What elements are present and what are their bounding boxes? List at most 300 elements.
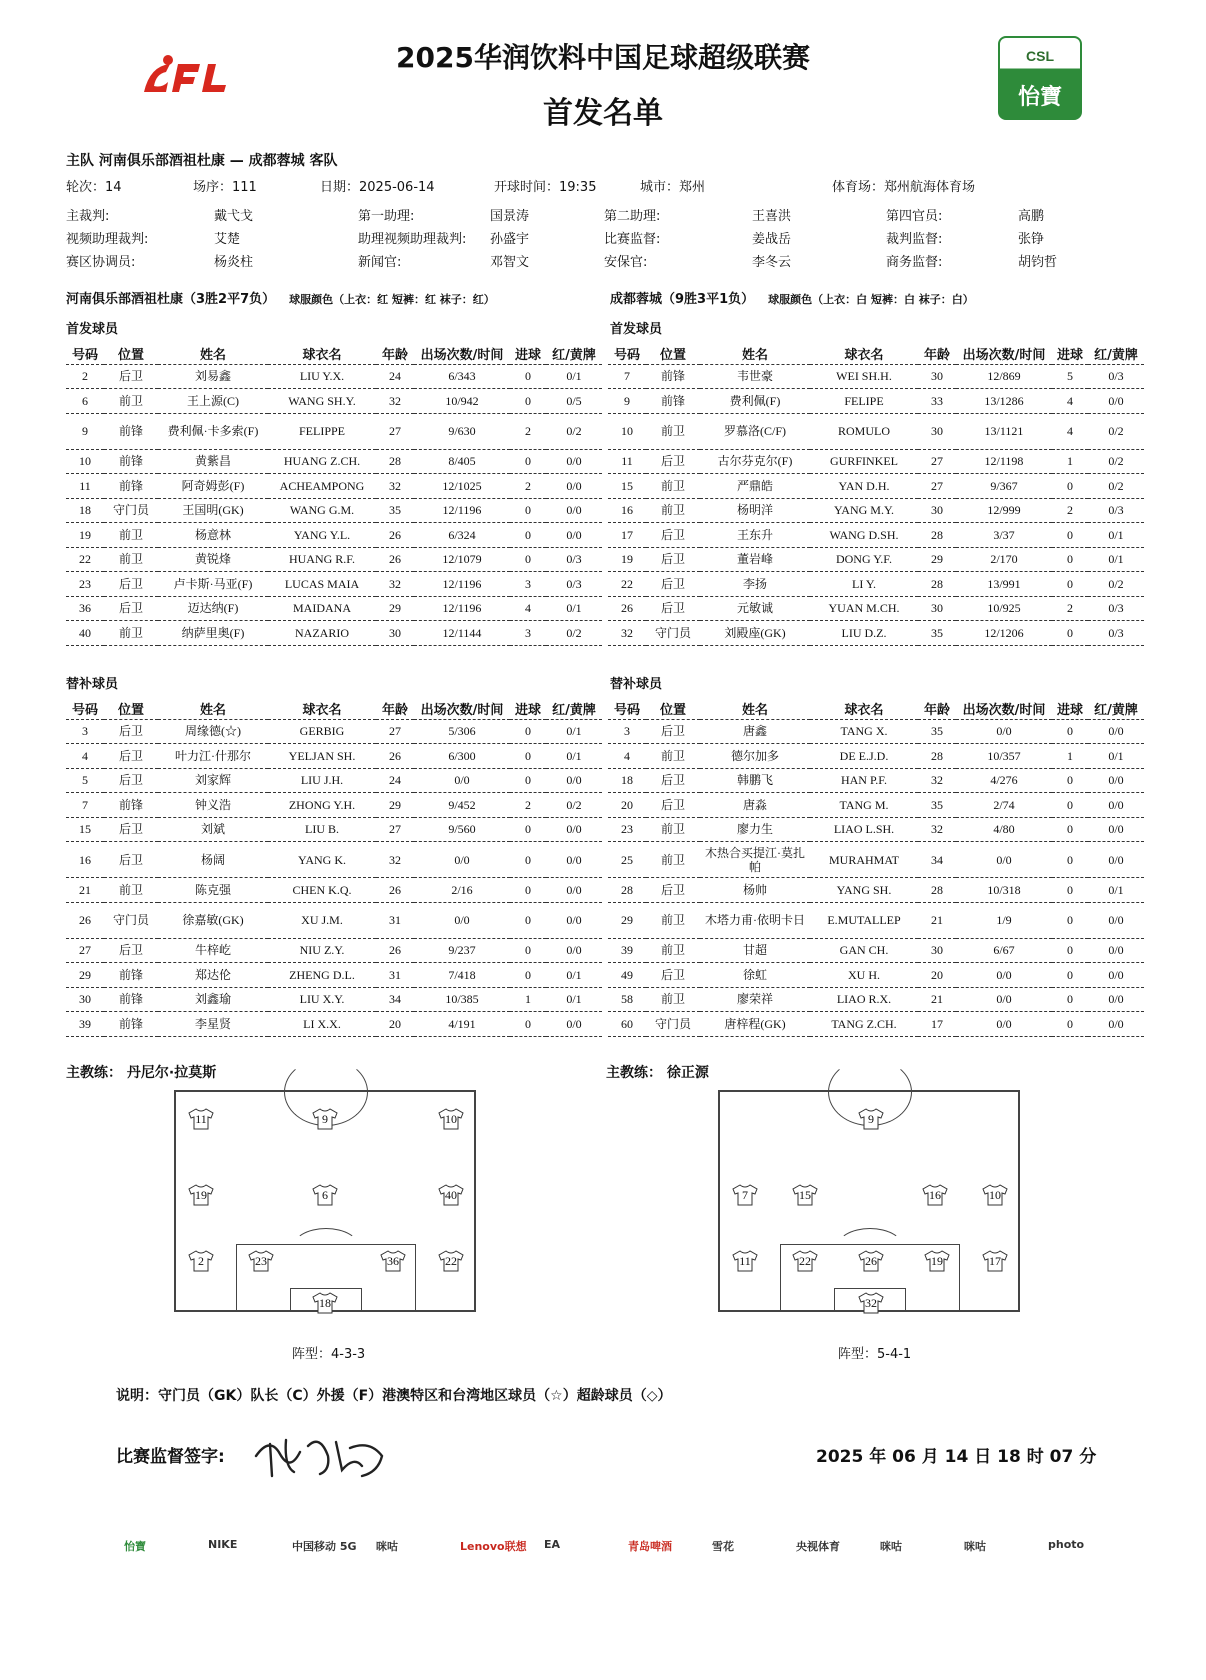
table-cell: 3/37 [956,523,1052,548]
home-team-record: 河南俱乐部酒祖杜康（3胜2平7负） [66,292,276,307]
table-row [608,793,1144,818]
player-shirt-icon [982,1184,1008,1206]
player-shirt-icon [792,1250,818,1272]
player-shirt-icon [312,1184,338,1206]
column-header: 进球 [510,344,546,364]
away-starters-label: 首发球员 [610,322,663,337]
table-cell: 0/0 [546,449,602,474]
table-cell: 前锋 [104,963,158,988]
sponsor-logo: 中国移动 5G [292,1540,357,1553]
match-no-info: 场序：111 [193,180,257,195]
table-cell: 0/1 [546,963,602,988]
table-cell: 前卫 [646,987,700,1012]
table-cell: HUANG R.F. [268,547,376,572]
table-cell: 13/1121 [956,413,1052,449]
table-cell: YANG K. [268,842,376,878]
table-cell: 0/1 [546,719,602,744]
table-cell: 2/74 [956,793,1052,818]
official-role: 比赛监督: [604,232,661,247]
table-cell: LIU X.Y. [268,987,376,1012]
table-cell: XU H. [810,963,918,988]
home-coach-label: 主教练： [66,1065,122,1081]
table-cell: 0 [510,498,546,523]
table-cell: 23 [608,817,646,842]
table-cell: 25 [608,842,646,878]
table-cell: TANG X. [810,719,918,744]
official-name: 姜战岳 [752,232,792,247]
home-subs-label: 替补球员 [66,677,119,692]
table-row [66,523,602,548]
table-cell: 0/1 [1088,744,1144,769]
player-shirt-icon [924,1250,950,1272]
table-cell: 0 [510,902,546,938]
table-row [608,523,1144,548]
table-cell: 12/1196 [414,498,510,523]
table-row [608,987,1144,1012]
table-cell: 2/16 [414,878,510,903]
table-cell: 0/1 [546,987,602,1012]
table-cell: 35 [918,793,956,818]
table-cell: YANG SH. [810,878,918,903]
table-cell: 杨阔 [158,842,268,878]
table-cell: 58 [608,987,646,1012]
table-cell: 29 [376,793,414,818]
table-row [66,498,602,523]
column-header: 姓名 [700,344,810,364]
table-cell: 廖力生 [700,817,810,842]
table-cell: 0/2 [1088,449,1144,474]
table-cell: 0/0 [1088,938,1144,963]
table-cell: 韦世豪 [700,364,810,389]
home-formation: 阵型：4-3-3 [292,1347,366,1362]
table-cell: 后卫 [104,744,158,769]
table-cell: 后卫 [104,842,158,878]
table-cell: 0/0 [1088,389,1144,414]
away-starters-table [608,344,1144,646]
table-cell: 32 [918,817,956,842]
table-cell: 16 [66,842,104,878]
table-cell: XU J.M. [268,902,376,938]
shirt-number: 19 [931,1254,943,1268]
table-cell: 31 [376,902,414,938]
table-cell: 4/191 [414,1012,510,1037]
column-header: 姓名 [158,699,268,719]
table-cell: 前锋 [104,987,158,1012]
player-shirt-icon [312,1292,338,1314]
table-cell: 11 [66,474,104,499]
table-cell: 60 [608,1012,646,1037]
table-row [66,364,602,389]
shirt-number: 16 [929,1188,941,1202]
official-name: 李冬云 [752,255,792,270]
table-cell: 27 [918,474,956,499]
table-cell: HAN P.F. [810,768,918,793]
table-cell: 20 [376,1012,414,1037]
table-cell: 12/999 [956,498,1052,523]
table-cell: 6 [66,389,104,414]
table-cell: 7 [66,793,104,818]
player-shirt-icon [438,1250,464,1272]
table-cell: 12/869 [956,364,1052,389]
table-cell: 后卫 [646,963,700,988]
table-cell: LIU D.Z. [810,621,918,646]
csl-logo-brand: 怡寶 [1017,85,1062,110]
table-cell: 31 [376,963,414,988]
city-info: 城市：郑州 [640,180,706,195]
table-cell: 0 [1052,793,1088,818]
official-name: 艾楚 [214,232,241,247]
column-header: 位置 [104,344,158,364]
table-cell: 40 [66,621,104,646]
table-cell: NIU Z.Y. [268,938,376,963]
table-cell: 0/3 [546,547,602,572]
table-cell: 徐虹 [700,963,810,988]
table-cell: 32 [376,572,414,597]
table-cell: ROMULO [810,413,918,449]
shirt-number: 11 [739,1254,751,1268]
table-cell: 前卫 [104,621,158,646]
table-cell: 后卫 [104,768,158,793]
table-cell: 0/0 [1088,719,1144,744]
table-cell: 32 [376,474,414,499]
player-shirt-icon [792,1184,818,1206]
official-name: 邓智文 [490,255,530,270]
table-cell: 27 [66,938,104,963]
table-cell: 0/3 [546,572,602,597]
column-header: 红/黄牌 [1088,699,1144,719]
home-team-name [66,288,495,307]
table-cell: 17 [918,1012,956,1037]
table-cell: 30 [376,621,414,646]
table-cell: 0/0 [1088,1012,1144,1037]
table-cell: 前卫 [646,498,700,523]
sponsor-logo: 咪咕 [376,1540,398,1553]
shirt-number: 2 [198,1254,204,1268]
shirt-number: 22 [799,1254,811,1268]
player-shirt-icon [188,1108,214,1130]
table-cell: 39 [66,1012,104,1037]
table-cell: 0 [1052,842,1088,878]
player-shirt-icon [922,1184,948,1206]
table-cell: 29 [376,596,414,621]
table-cell: 29 [918,547,956,572]
table-cell: 元敏诚 [700,596,810,621]
table-cell: 杨意林 [158,523,268,548]
column-header: 位置 [646,699,700,719]
table-cell: GAN CH. [810,938,918,963]
table-cell: 罗慕洛(C/F) [700,413,810,449]
table-cell: 徐嘉敏(GK) [158,902,268,938]
table-cell: 28 [918,572,956,597]
table-cell: 牛梓屹 [158,938,268,963]
table-cell: 前锋 [104,793,158,818]
table-cell: 0 [1052,621,1088,646]
table-cell: 唐梓程(GK) [700,1012,810,1037]
sponsor-logo: 怡寶 [124,1540,146,1553]
official-role: 新闻官: [358,255,402,270]
table-cell: 9/452 [414,793,510,818]
table-cell: 4 [510,596,546,621]
table-cell: 迈达纳(F) [158,596,268,621]
table-cell: 21 [918,902,956,938]
table-cell: NAZARIO [268,621,376,646]
table-cell: 35 [376,498,414,523]
table-cell: 9/560 [414,817,510,842]
table-cell: 0/0 [1088,817,1144,842]
table-row [608,744,1144,769]
column-header: 球衣名 [810,344,918,364]
official-role: 第二助理: [604,209,661,224]
table-cell: 30 [66,987,104,1012]
page-subtitle: 首发名单 [543,96,663,131]
table-cell: 卢卡斯·马亚(F) [158,572,268,597]
sponsor-logo: Lenovo联想 [460,1540,527,1553]
signature-datetime: 2025 年 06 月 14 日 18 时 07 分 [816,1447,1097,1467]
table-cell: 18 [608,768,646,793]
table-cell: 26 [376,547,414,572]
table-cell: 22 [608,572,646,597]
sponsor-logo: NIKE [208,1538,238,1551]
page-title: 2025华润饮料中国足球超级联赛 [396,41,810,74]
table-cell: 前卫 [646,744,700,769]
table-cell: 34 [918,842,956,878]
table-cell: 15 [66,817,104,842]
table-cell: 0/1 [546,744,602,769]
table-cell: 前卫 [104,523,158,548]
away-coach-name: 徐正源 [666,1065,709,1081]
table-cell: 0 [510,364,546,389]
signature-label: 比赛监督签字: [116,1447,225,1467]
table-cell: ZHONG Y.H. [268,793,376,818]
table-cell: 0 [1052,719,1088,744]
table-row [66,842,602,878]
table-cell: 17 [608,523,646,548]
table-cell: DONG Y.F. [810,547,918,572]
table-cell: 10/925 [956,596,1052,621]
table-cell: TANG Z.CH. [810,1012,918,1037]
table-cell: 0/0 [546,1012,602,1037]
table-cell: 30 [918,413,956,449]
table-cell: 黄锐烽 [158,547,268,572]
shirt-number: 18 [319,1296,331,1310]
table-cell: 0/0 [414,902,510,938]
table-cell: 12/1079 [414,547,510,572]
table-cell: 39 [608,938,646,963]
table-cell: 古尔芬克尔(F) [700,449,810,474]
table-cell: 30 [918,364,956,389]
table-cell: 4 [1052,389,1088,414]
away-coach [606,1062,709,1082]
player-shirt-icon [858,1292,884,1314]
table-row [66,817,602,842]
table-cell: 0 [1052,1012,1088,1037]
match-header: 主队 河南俱乐部酒祖杜康 — 成都蓉城 客队 [66,153,338,169]
column-header: 出场次数/时间 [414,344,510,364]
table-cell: 0/0 [1088,987,1144,1012]
table-cell: 26 [376,878,414,903]
table-row [66,449,602,474]
table-cell: 0 [510,1012,546,1037]
table-cell: 后卫 [104,572,158,597]
table-cell: 0/0 [546,817,602,842]
table-cell: 13/1286 [956,389,1052,414]
table-cell: WANG G.M. [268,498,376,523]
table-cell: LI Y. [810,572,918,597]
table-cell: CHEN K.Q. [268,878,376,903]
table-cell: 0 [1052,817,1088,842]
column-header: 红/黄牌 [546,344,602,364]
table-cell: 廖荣祥 [700,987,810,1012]
column-header: 号码 [608,344,646,364]
table-cell: 董岩峰 [700,547,810,572]
table-cell: 0 [1052,878,1088,903]
shirt-number: 17 [989,1254,1001,1268]
table-cell: 5/306 [414,719,510,744]
table-cell: 严鼎皓 [700,474,810,499]
sponsor-logo: EA [544,1538,561,1551]
table-cell: FELIPE [810,389,918,414]
table-row [608,498,1144,523]
table-cell: 1 [510,987,546,1012]
table-cell: 木热合买提江·莫扎帕 [700,842,810,878]
official-role: 商务监督: [886,255,943,270]
table-cell: 周缘德(☆) [158,719,268,744]
sponsor-logo: 咪咕 [964,1540,986,1553]
table-cell: 27 [376,719,414,744]
column-header: 年龄 [376,699,414,719]
table-cell: 前锋 [104,474,158,499]
table-cell: 6/67 [956,938,1052,963]
table-cell: 刘易鑫 [158,364,268,389]
table-cell: 钟义浩 [158,793,268,818]
official-role: 裁判监督: [886,232,943,247]
table-cell: 0 [1052,902,1088,938]
table-row [608,413,1144,449]
table-cell: 12/1198 [956,449,1052,474]
table-cell: 22 [66,547,104,572]
table-cell: 甘超 [700,938,810,963]
column-header: 年龄 [376,344,414,364]
table-cell: 2 [66,364,104,389]
table-cell: 0 [510,817,546,842]
table-cell: 黄紫昌 [158,449,268,474]
official-name: 胡钧哲 [1018,255,1058,270]
home-coach [66,1062,216,1082]
table-cell: LIU Y.X. [268,364,376,389]
table-cell: 0 [1052,474,1088,499]
table-cell: 后卫 [646,523,700,548]
table-cell: 34 [376,987,414,1012]
table-cell: 9/237 [414,938,510,963]
table-cell: 5 [66,768,104,793]
table-cell: GURFINKEL [810,449,918,474]
table-cell: 0 [1052,987,1088,1012]
table-cell: 29 [66,963,104,988]
table-cell: 32 [376,389,414,414]
table-cell: 1 [1052,449,1088,474]
table-cell: 0/0 [956,1012,1052,1037]
table-cell: 费利佩·卡多索(F) [158,413,268,449]
player-shirt-icon [312,1108,338,1130]
kickoff-info: 开球时间：19:35 [494,180,597,195]
table-cell: 27 [376,817,414,842]
table-cell: 刘家辉 [158,768,268,793]
table-cell: 0/0 [546,938,602,963]
column-header: 姓名 [158,344,268,364]
away-formation-pitch [718,1090,1020,1312]
table-cell: 0 [510,842,546,878]
shirt-number: 6 [322,1188,328,1202]
table-row [66,413,602,449]
column-header: 位置 [646,344,700,364]
column-header: 出场次数/时间 [414,699,510,719]
table-cell: 24 [376,768,414,793]
table-cell: LIU B. [268,817,376,842]
table-cell: 守门员 [104,498,158,523]
table-row [66,719,602,744]
table-cell: MURAHMAT [810,842,918,878]
table-cell: 0/0 [546,523,602,548]
player-shirt-icon [438,1108,464,1130]
column-header: 红/黄牌 [546,699,602,719]
table-cell: 26 [66,902,104,938]
table-cell: 守门员 [646,621,700,646]
table-cell: 刘鑫瑜 [158,987,268,1012]
table-row [608,842,1144,878]
table-cell: 唐淼 [700,793,810,818]
away-subs-label: 替补球员 [610,677,663,692]
table-cell: 27 [918,449,956,474]
table-cell: LI X.X. [268,1012,376,1037]
shirt-number: 19 [195,1188,207,1202]
table-cell: 11 [608,449,646,474]
table-cell: 李扬 [700,572,810,597]
table-cell: 23 [66,572,104,597]
table-cell: 0/2 [1088,474,1144,499]
table-cell: 32 [608,621,646,646]
table-cell: 前卫 [104,389,158,414]
table-cell: YANG Y.L. [268,523,376,548]
table-cell: 守门员 [104,902,158,938]
official-role: 第一助理: [358,209,415,224]
table-cell: 0 [1052,963,1088,988]
table-row [66,596,602,621]
shirt-number: 7 [742,1188,748,1202]
table-cell: 王东升 [700,523,810,548]
table-cell: 0/1 [546,364,602,389]
table-cell: 26 [608,596,646,621]
official-name: 国景涛 [490,209,530,224]
table-cell: LIAO L.SH. [810,817,918,842]
table-cell: 0 [1052,547,1088,572]
table-cell: 0 [1052,523,1088,548]
table-cell: 3 [66,719,104,744]
official-name: 王喜洪 [752,209,792,224]
table-row [608,596,1144,621]
table-cell: 刘斌 [158,817,268,842]
table-cell: 0/0 [546,902,602,938]
table-cell: 0/2 [1088,413,1144,449]
table-cell: YUAN M.CH. [810,596,918,621]
table-cell: 纳萨里奥(F) [158,621,268,646]
table-cell: 后卫 [646,878,700,903]
table-cell: 前卫 [104,547,158,572]
table-cell: 24 [376,364,414,389]
table-cell: ACHEAMPONG [268,474,376,499]
table-cell: 0 [510,523,546,548]
shirt-number: 23 [255,1254,267,1268]
table-cell: 0/0 [956,963,1052,988]
